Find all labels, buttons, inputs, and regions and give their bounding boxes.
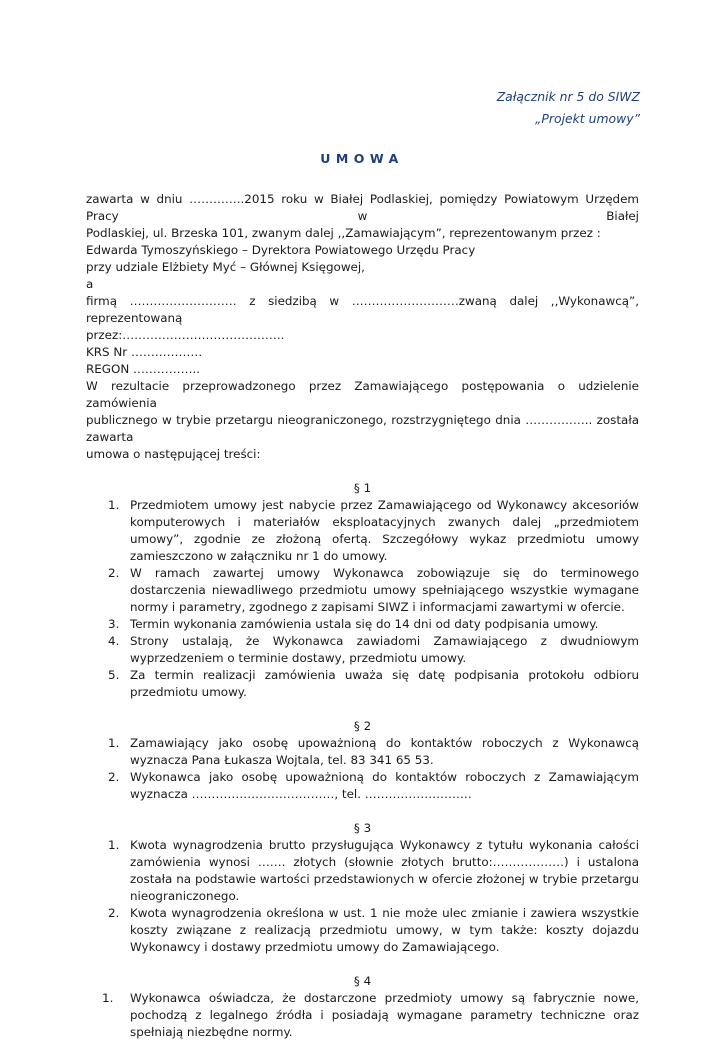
item-text: Przedmiotem umowy jest nabycie przez Zamawiającego od Wykonawcy akcesoriów komputerowych i materiałów eksploatacyjnych zwanych dalej „przedmiotem umowy”, zgodnie ze złożoną ofertą. Szczegółowy wykaz przedmiotu umowy zamieszczono w załączniku nr 1 do umowy.	[130, 498, 639, 563]
item-number: 1.	[108, 736, 120, 750]
item-number: 1.	[108, 498, 120, 512]
item-number: 5.	[108, 668, 120, 682]
intro-line: przez:…………………………………..	[86, 328, 285, 342]
intro-line: Podlaskiej, ul. Brzeska 101, zwanym dalej ,,Zamawiającym”, reprezentowanym przez :	[86, 226, 601, 240]
intro-line: REGON ……………..	[86, 362, 201, 376]
section-3	[86, 820, 639, 956]
section-1	[86, 480, 639, 701]
section-4	[86, 973, 639, 1041]
item-text: Wykonawca jako osobę upoważnioną do kontaktów roboczych z Zamawiającym wyznacza ………………………………, tel. ………………………	[130, 770, 639, 801]
intro-line: przy udziale Elżbiety Myć – Głównej Księgowej,	[86, 260, 365, 274]
intro-line: a	[86, 277, 94, 291]
section-2	[86, 718, 639, 803]
intro-block	[86, 191, 639, 463]
item-text: Wykonawca oświadcza, że dostarczone przedmioty umowy są fabrycznie nowe, pochodzą z legalnego źródła i posiadają wymagane parametry techniczne oraz spełniają niezbędne normy.	[130, 991, 639, 1039]
item-number: 2.	[108, 566, 120, 580]
list-item	[86, 990, 639, 1041]
item-text: Strony ustalają, że Wykonawca zawiadomi Zamawiającego z dwudniowym wyprzedzeniem o terminie dostawy, przedmiotu umowy.	[130, 634, 639, 665]
intro-line: zawarta w dniu …………..2015 roku w Białej Podlaskiej, pomiędzy Powiatowym Urzędem Pracy w Białej	[86, 192, 639, 223]
intro-line: KRS Nr ………………	[86, 345, 203, 359]
document-body	[86, 191, 639, 1041]
section-list	[86, 735, 639, 803]
item-number: 1.	[108, 838, 120, 852]
list-item	[86, 667, 639, 701]
item-text: W ramach zawartej umowy Wykonawca zobowiązuje się do terminowego dostarczenia niewadliwego przedmiotu umowy spełniającego wszystkie wymagane normy i parametry, zgodnego z zapisami SIWZ i informacjami zawartymi w ofercie.	[130, 566, 639, 614]
document-title: UMOWA	[320, 151, 404, 166]
annex-number: Załącznik nr 5 do SIWZ	[496, 89, 640, 104]
section-heading: § 4	[353, 974, 372, 988]
item-number: 4.	[108, 634, 120, 648]
annex-header	[280, 86, 640, 130]
section-list	[86, 497, 639, 701]
section-list	[86, 990, 639, 1041]
item-text: Kwota wynagrodzenia brutto przysługująca Wykonawcy z tytułu wykonania całości zamówienia wynosi ……. złotych (słownie złotych brutto:………………) i ustalona została na podstawie wartości przedstawionych w ofercie złożonej w trybie przetargu nieograniczonego.	[130, 838, 639, 903]
item-text: Kwota wynagrodzenia określona w ust. 1 nie może ulec zmianie i zawiera wszystkie koszty związane z realizacją przedmiotu umowy, w tym także: koszty dojazdu Wykonawcy i dostawy przedmiotu umowy do Zamawiającego.	[130, 906, 639, 954]
section-heading: § 2	[353, 719, 372, 733]
list-item	[86, 633, 639, 667]
section-heading: § 1	[353, 481, 372, 495]
intro-line: umowa o następującej treści:	[86, 447, 261, 461]
list-item	[86, 837, 639, 905]
intro-line: firmą ……………………… z siedzibą w ………………………zwaną dalej ,,Wykonawcą”, reprezentowaną	[86, 294, 639, 325]
intro-line: Edwarda Tymoszyńskiego – Dyrektora Powiatowego Urzędu Pracy	[86, 243, 476, 257]
list-item	[86, 565, 639, 616]
list-item	[86, 616, 639, 633]
list-item	[86, 769, 639, 803]
section-heading: § 3	[353, 821, 372, 835]
section-list	[86, 837, 639, 956]
item-text: Za termin realizacji zamówienia uważa się datę podpisania protokołu odbioru przedmiotu umowy.	[130, 668, 639, 699]
list-item	[86, 497, 639, 565]
intro-line: publicznego w trybie przetargu nieograniczonego, rozstrzygniętego dnia …………….. została zawarta	[86, 413, 639, 444]
item-number: 3.	[108, 617, 120, 631]
item-number: 2.	[108, 906, 120, 920]
annex-project-label: „Projekt umowy”	[535, 111, 640, 126]
list-item	[86, 905, 639, 956]
item-number: 2.	[108, 770, 120, 784]
list-item	[86, 735, 639, 769]
item-text: Termin wykonania zamówienia ustala się do 14 dni od daty podpisania umowy.	[130, 617, 599, 631]
item-number: 1.	[102, 991, 114, 1005]
item-text: Zamawiający jako osobę upoważnioną do kontaktów roboczych z Wykonawcą wyznacza Pana Łukasza Wojtala, tel. 83 341 65 53.	[130, 736, 639, 767]
intro-line: W rezultacie przeprowadzonego przez Zamawiającego postępowania o udzielenie zamówienia	[86, 379, 639, 410]
